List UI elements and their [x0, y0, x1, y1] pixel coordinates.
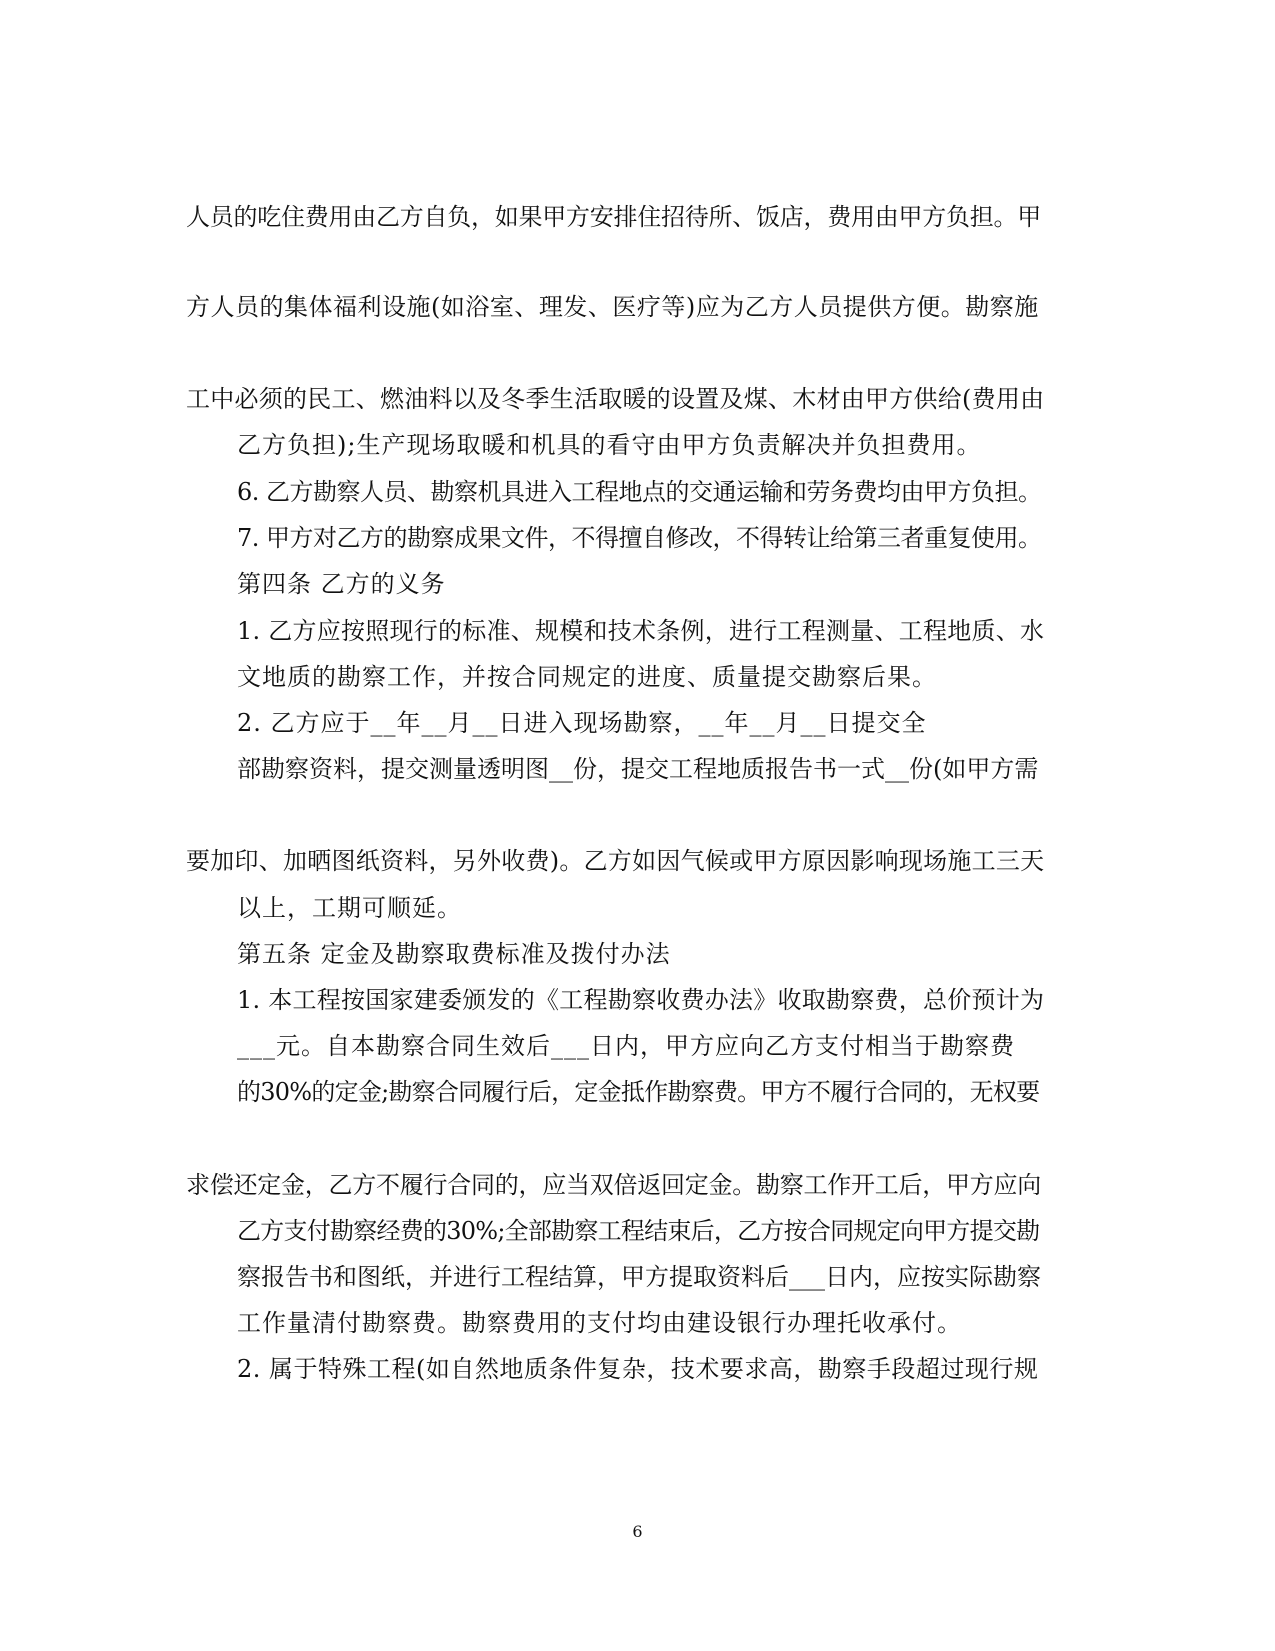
text-line: 乙方负担);生产现场取暖和机具的看守由甲方负责解决并负担费用。 [237, 431, 982, 459]
text-line: 以上，工期可顺延。 [237, 894, 462, 922]
text-line: 要加印、加晒图纸资料，另外收费)。乙方如因气候或甲方原因影响现场施工三天 [186, 847, 1045, 875]
text-line: ___元。自本勘察合同生效后___日内，甲方应向乙方支付相当于勘察费 [237, 1032, 1015, 1060]
list-item: 2. 乙方应于__年__月__日进入现场勘察，__年__月__日提交全 [237, 709, 927, 737]
text-line: 人员的吃住费用由乙方自负，如果甲方安排住招待所、饭店，费用由甲方负担。甲 [186, 203, 1041, 231]
text-line: 工中必须的民工、燃油料以及冬季生活取暖的设置及煤、木材由甲方供给(费用由 [186, 385, 1045, 413]
list-item: 2. 属于特殊工程(如自然地质条件复杂，技术要求高，勘察手段超过现行规 [237, 1355, 1039, 1383]
list-item: 1. 乙方应按照现行的标准、规模和技术条例，进行工程测量、工程地质、水 [237, 617, 1045, 645]
text-line: 察报告书和图纸，并进行工程结算，甲方提取资料后___日内，应按实际勘察 [237, 1263, 1041, 1291]
page-number: 6 [632, 1522, 643, 1541]
text-line: 的30%的定金;勘察合同履行后，定金抵作勘察费。甲方不履行合同的，无权要 [237, 1078, 1040, 1106]
text-line: 工作量清付勘察费。勘察费用的支付均由建设银行办理托收承付。 [237, 1309, 962, 1337]
list-item: 7. 甲方对乙方的勘察成果文件，不得擅自修改，不得转让给第三者重复使用。 [237, 524, 1042, 552]
list-item: 1. 本工程按国家建委颁发的《工程勘察收费办法》收取勘察费，总价预计为 [237, 986, 1045, 1014]
text-line: 文地质的勘察工作，并按合同规定的进度、质量提交勘察后果。 [237, 663, 937, 691]
text-line: 方人员的集体福利设施(如浴室、理发、医疗等)应为乙方人员提供方便。勘察施 [186, 293, 1039, 321]
text-line: 部勘察资料，提交测量透明图__份，提交工程地质报告书一式__份(如甲方需 [237, 755, 1039, 783]
list-item: 6. 乙方勘察人员、勘察机具进入工程地点的交通运输和劳务费均由甲方负担。 [237, 478, 1042, 506]
text-line: 乙方支付勘察经费的30%;全部勘察工程结束后，乙方按合同规定向甲方提交勘 [237, 1217, 1040, 1245]
section-heading: 第四条 乙方的义务 [237, 570, 446, 598]
text-line: 求偿还定金，乙方不履行合同的，应当双倍返回定金。勘察工作开工后，甲方应向 [186, 1171, 1041, 1199]
section-heading: 第五条 定金及勘察取费标准及拨付办法 [237, 940, 671, 968]
